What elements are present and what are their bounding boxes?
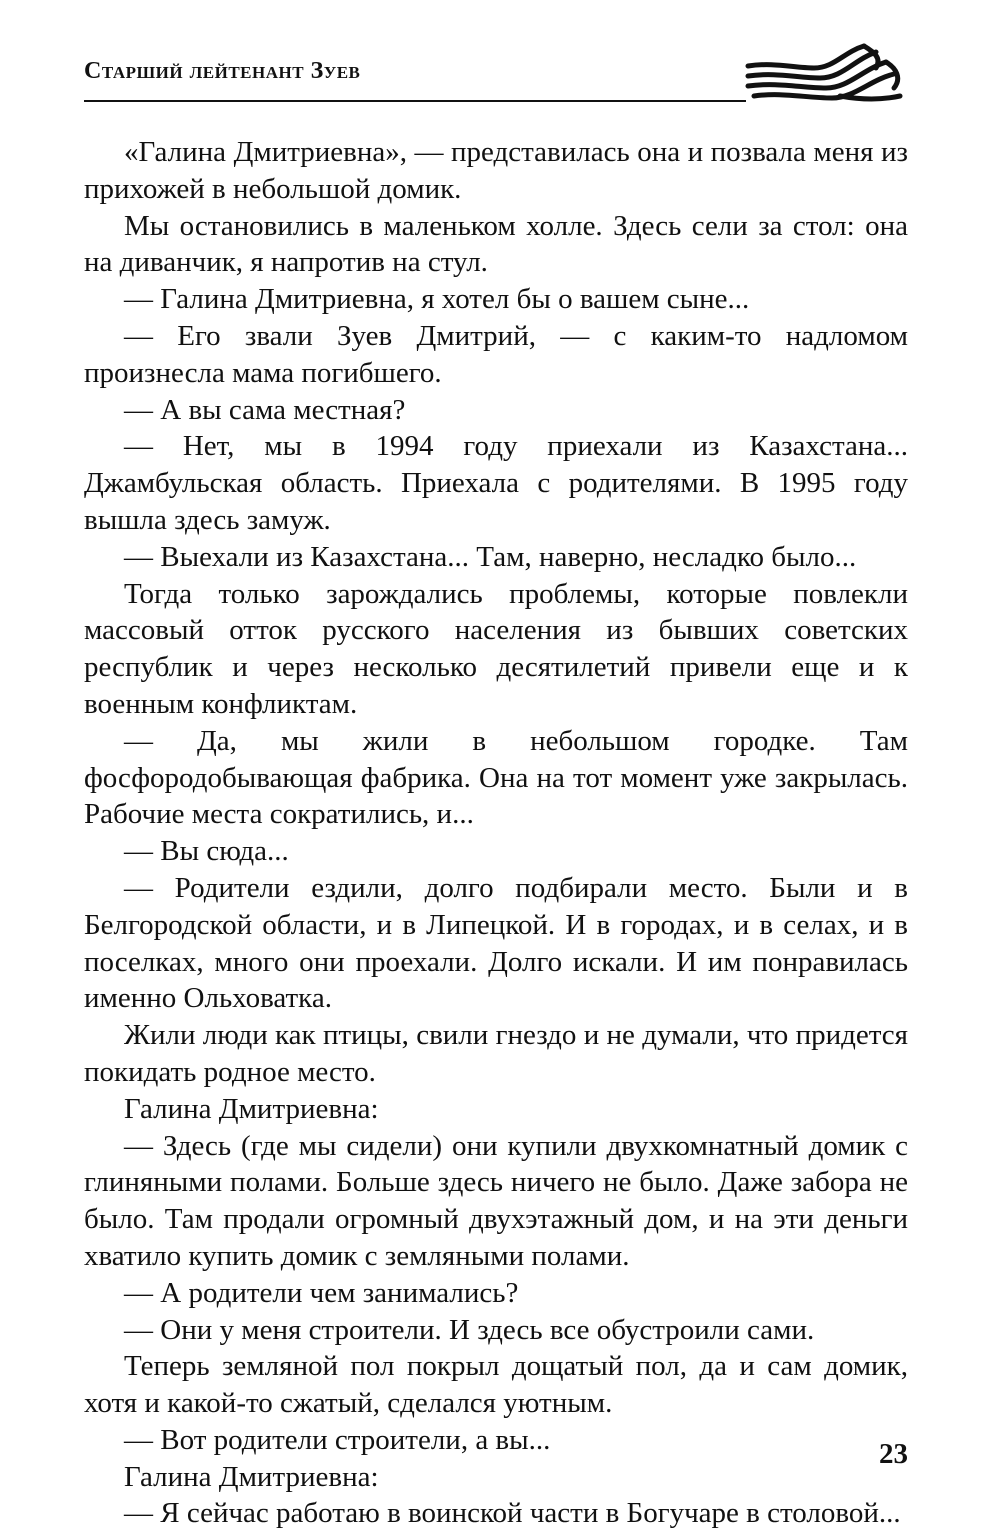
paragraph: — Вот родители строители, а вы... [124,1423,551,1456]
paragraph: — Его звали Зуев Дмитрий, — с каким-то надломом произнесла мама погибшего. [84,319,908,389]
running-head: Старший лейтенант Зуев [84,58,361,84]
paragraph: — Вы сюда... [124,835,289,868]
paragraph: Мы остановились в маленьком холле. Здесь сели за стол: она на диванчик, я напротив на стул. [84,209,908,279]
paragraph: Теперь земляной пол покрыл дощатый пол, да и сам домик, хотя и какой-то сжатый, сделался уютным. [84,1350,908,1420]
paragraph: Жили люди как птицы, свили гнездо и не думали, что придется покидать родное место. [84,1019,908,1088]
paragraph: Галина Дмитриевна: [124,1092,379,1125]
paragraph: — Выехали из Казахстана... Там, наверно, несладко было... [124,540,857,573]
paragraph: Галина Дмитриевна: [124,1460,379,1493]
paragraph: — Нет, мы в 1994 году приехали из Казахстана... Джамбульская область. Приехала с родителями. В 1995 году вышла здесь замуж. [84,430,908,536]
paragraph: — Они у меня строители. И здесь все обустроили сами. [124,1313,815,1346]
paragraph: «Галина Дмитриевна», — представилась она и позвала меня из прихожей в небольшой домик. [84,136,908,205]
page-number: 23 [879,1438,908,1470]
paragraph: — А родители чем занимались? [124,1276,519,1309]
paragraph: Тогда только зарождались проблемы, которые повлекли массовый отток русского населения из бывших советских республик и через несколько десятилетий привели еще и к военным конфликтам. [84,577,908,720]
paragraph: — Здесь (где мы сидели) они купили двухкомнатный домик с глиняными полами. Больше здесь ничего не было. Даже забора не было. Там продали огромный двухэтажный дом, и на эти деньги хватило купить домик с земляными полами. [84,1129,908,1272]
paragraph: — Я сейчас работаю в воинской части в Богучаре в столовой... [124,1497,901,1530]
paragraph: — А вы сама местная? [124,393,406,426]
paragraph: — Галина Дмитриевна, я хотел бы о вашем сыне... [124,283,750,316]
paragraph: — Да, мы жили в небольшом городке. Там фосфородобывающая фабрика. Она на тот момент уже закрылась. Рабочие места сократились, и... [84,724,908,831]
paragraph: — Родители ездили, долго подбирали место. Были и в Белгородской области, и в Липецкой. И в городах, и в селах, и в поселках, много они проехали. Долго искали. И им понравилась именно Ольховатка. [84,871,908,1015]
ribbon-ornament-icon [744,38,906,108]
header-rule [84,100,746,102]
body-text [84,134,908,1532]
